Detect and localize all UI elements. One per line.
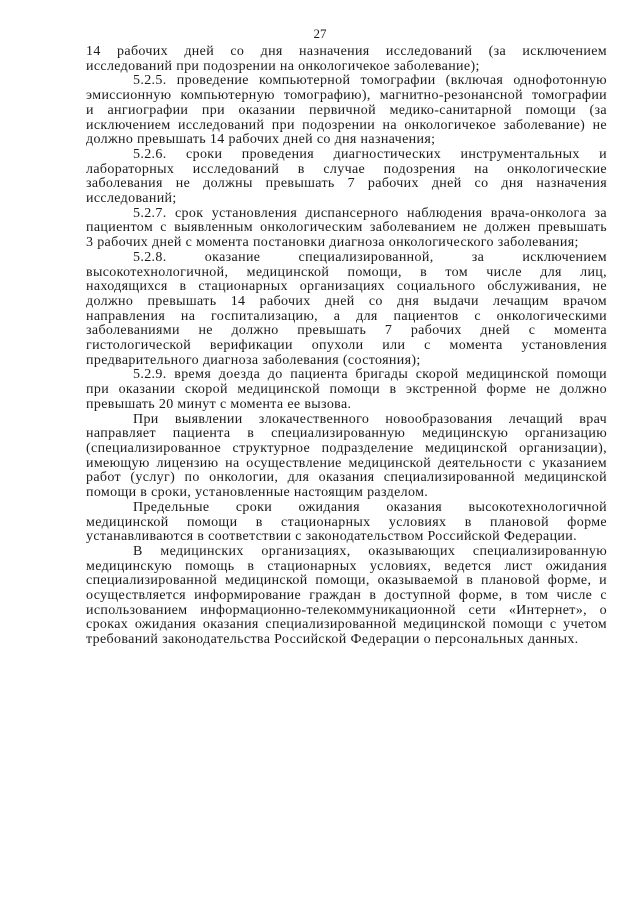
text-line: находящихся в стационарных организациях социального обслуживания, не (86, 280, 607, 295)
text-line: (специализированное структурное подразделение медицинской организации), (86, 441, 607, 456)
paragraph (86, 545, 607, 648)
text-line: гистологической верификации опухоли или с момента установления (86, 339, 607, 354)
text-line: 3 рабочих дней с момента постановки диагноза онкологического заболевания; (86, 236, 579, 251)
text-line: и ангиографии при оказании первичной медико-санитарной помощи (за (86, 103, 607, 118)
text-line: пациентом с выявленным онкологическим заболеванием не должен превышать (86, 221, 607, 236)
text-line: 5.2.9. время доезда до пациента бригады скорой медицинской помощи (133, 368, 607, 383)
text-line: направляет пациента в специализированную медицинскую организацию (86, 427, 607, 442)
text-line: исключением исследований при подозрении на онкологичекое заболевание) не (86, 118, 607, 133)
page-number: 27 (313, 26, 327, 41)
paragraph (86, 207, 607, 251)
text-line: направления на госпитализацию, а для пациентов с онкологическими (86, 309, 607, 324)
paragraph (86, 148, 607, 207)
text-line: должно превышать 14 рабочих дней со дня назначения; (86, 133, 436, 148)
paragraph (86, 45, 607, 74)
text-line: устанавливаются в соответствии с законодательством Российской Федерации. (86, 530, 577, 545)
text-line: осуществляется информирование граждан в доступной форме, в том числе с (86, 589, 607, 604)
text-line: 5.2.8. оказание специализированной, за исключением (133, 250, 607, 265)
text-line: высокотехнологичной, медицинской помощи, в том числе для лиц, (86, 265, 607, 280)
text-line: 5.2.6. сроки проведения диагностических инструментальных и (133, 147, 607, 162)
text-line: использованием информационно-телекоммуникационной сети «Интернет», о (86, 603, 607, 618)
paragraph (86, 413, 607, 501)
text-line: имеющую лицензию на осуществление медицинской деятельности с указанием (86, 456, 607, 471)
paragraph (86, 501, 607, 545)
document-body (86, 45, 607, 648)
text-line: эмиссионную компьютерную томографию), магнитно-резонансной томографии (86, 89, 607, 104)
text-line: специализированной медицинской помощи, оказываемой в плановой форме, и (86, 574, 607, 589)
text-line: медицинской помощи в стационарных условиях в плановой форме (86, 515, 607, 530)
text-line: Предельные сроки ожидания оказания высокотехнологичной (133, 500, 607, 515)
text-line: помощи в сроки, установленные настоящим разделом. (86, 486, 429, 501)
text-line: 5.2.5. проведение компьютерной томографии (включая однофотонную (133, 74, 607, 89)
text-line: должно превышать 14 рабочих дней со дня выдачи лечащим врачом (86, 294, 607, 309)
text-line: превышать 20 минут с момента ее вызова. (86, 397, 352, 412)
text-line: при оказании скорой медицинской помощи в экстренной форме не должно (86, 383, 607, 398)
paragraph (86, 251, 607, 369)
text-line: При выявлении злокачественного новообразования лечащий врач (133, 412, 607, 427)
paragraph (86, 368, 607, 412)
text-line: работ (услуг) по онкологии, для оказания специализированной медицинской (86, 471, 607, 486)
paragraph (86, 74, 607, 148)
text-line: медицинскую помощь в стационарных условиях, ведется лист ожидания (86, 559, 607, 574)
text-line: исследований; (86, 192, 177, 207)
text-line: сроках ожидания оказания специализированной медицинской помощи с учетом (86, 618, 607, 633)
text-line: исследований при подозрении на онкологичекое заболевание); (86, 59, 480, 74)
text-line: требований законодательства Российской Федерации о персональных данных. (86, 633, 579, 648)
text-line: заболеваниями не должно превышать 7 рабочих дней с момента (86, 324, 607, 339)
text-line: лабораторных исследований в случае подозрения на онкологические (86, 162, 607, 177)
text-line: заболевания не должны превышать 7 рабочих дней со дня назначения (86, 177, 607, 192)
text-line: 14 рабочих дней со дня назначения исследований (за исключением (86, 45, 607, 59)
text-line: 5.2.7. срок установления диспансерного наблюдения врача-онколога за (133, 206, 607, 221)
text-line: предварительного диагноза заболевания (состояния); (86, 353, 421, 368)
text-line: В медицинских организациях, оказывающих специализированную (133, 544, 607, 559)
